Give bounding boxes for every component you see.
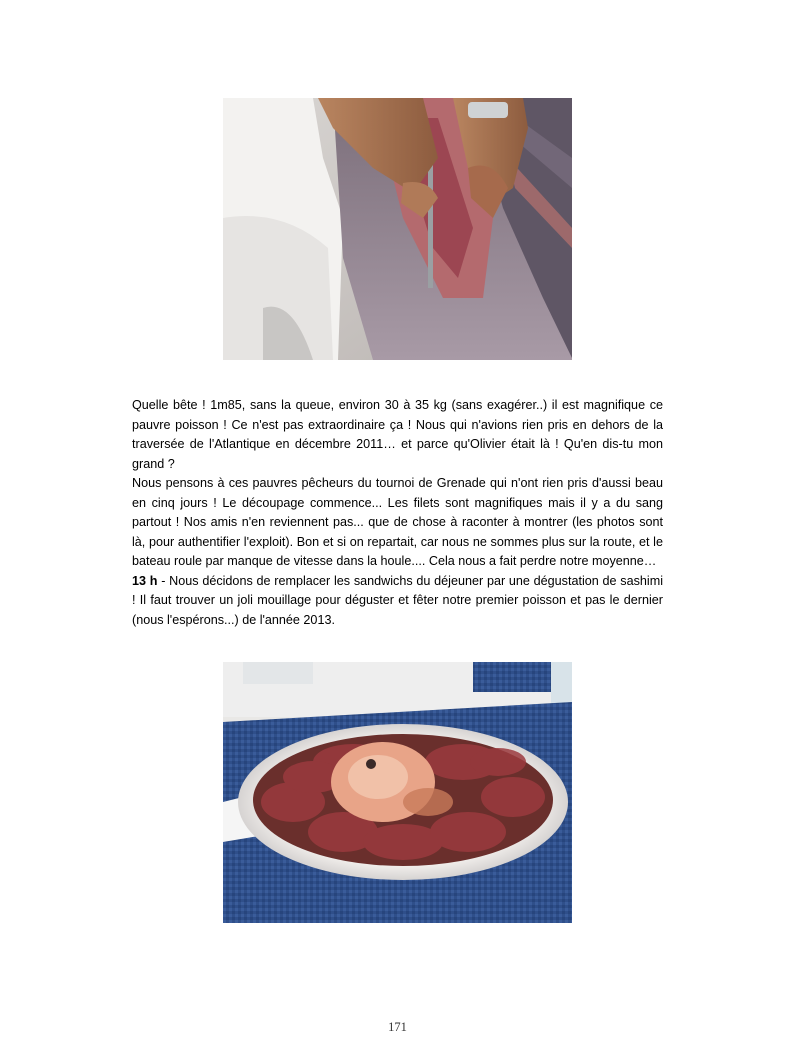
article-text <box>132 396 663 630</box>
paragraph-catch: Quelle bête ! 1m85, sans la queue, environ 30 à 35 kg (sans exagérer..) il est magnifique ce pauvre poisson ! Ce n'est pas extraordinaire ça ! Nous qui n'avions rien pris en dehors de la traversée de l'Atlantique en décembre 2011… et parce qu'Olivier était là ! Qu'en dis-tu mon grand ? <box>132 398 663 471</box>
page-number: 171 <box>388 1020 407 1034</box>
paragraph-filleting: Nous pensons à ces pauvres pêcheurs du tournoi de Grenade qui n'ont rien pris d'aussi beau en cinq jours ! Le découpage commence... Les filets sont magnifiques mais il y a du sang partout ! Nos amis n'en reviennent pas... que de chose à raconter à montrer (les photos sont là, pour authentifier l'exploit). Bon et si on repartait, car nous ne sommes plus sur la route, et le bateau roule par manque de vitesse dans la houle.... Cela nous a fait perdre notre moyenne… <box>132 476 663 568</box>
sashimi-plate-photo <box>223 662 572 923</box>
paragraph-lunch-text: - Nous décidons de remplacer les sandwichs du déjeuner par une dégustation de sashimi ! Il faut trouver un joli mouillage pour déguster et fêter notre premier poisson et pas le dernier (nous l'espérons...) de l'année 2013. <box>132 573 663 627</box>
paragraph-lunch <box>132 572 663 631</box>
time-label: 13 h <box>132 573 158 588</box>
fish-filleting-photo <box>223 98 572 360</box>
